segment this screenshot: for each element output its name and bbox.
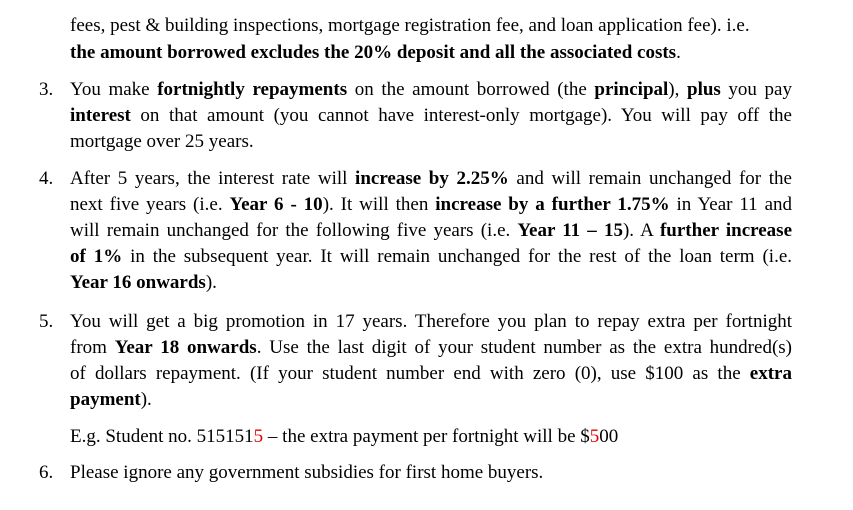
item4-line-2: next five years (i.e. Year 6 - 10). It will then increase by a further 1.75% in Year 11 and	[70, 194, 793, 215]
item3-number: 3.	[39, 79, 54, 100]
item4-line-5: Year 16 onwards).	[70, 272, 217, 293]
item5-line-3: of dollars repayment. (If your student number end with zero (0), use $100 as the extra	[70, 363, 792, 384]
item3-line-1: You make fortnightly repayments on the amount borrowed (the principal), plus you pay	[70, 79, 792, 100]
item4-number: 4.	[39, 168, 54, 189]
item6-number: 6.	[39, 462, 54, 483]
item2-bold-text: the amount borrowed excludes the 20% deposit and all the associated costs	[70, 42, 677, 63]
item5-line-4: payment).	[70, 389, 152, 410]
extra-payment-digit: 5	[589, 426, 600, 447]
item5-number: 5.	[39, 311, 54, 332]
item5-line-1: You will get a big promotion in 17 years. Therefore you plan to repay extra per fortnight	[70, 311, 792, 332]
item4-line-1: After 5 years, the interest rate will increase by 2.25% and will remain unchanged for the	[70, 168, 792, 189]
item5-line-2: from Year 18 onwards. Use the last digit of your student number as the extra hundred(s)	[70, 337, 792, 358]
item6-line-1: Please ignore any government subsidies for first home buyers.	[70, 462, 544, 483]
item2-line-2: the amount borrowed excludes the 20% deposit and all the associated costs.	[70, 42, 681, 63]
student-number-last-digit: 5	[253, 426, 264, 447]
item3-line-3: mortgage over 25 years.	[70, 131, 254, 152]
item4-line-4: of 1% in the subsequent year. It will remain unchanged for the rest of the loan term (i.e.	[70, 246, 792, 267]
item5-example: E.g. Student no. 5151515 – the extra payment per fortnight will be $500	[70, 426, 619, 447]
item2-line-1: fees, pest & building inspections, mortgage registration fee, and loan application fee). i.e.	[70, 15, 750, 36]
item4-line-3: will remain unchanged for the following five years (i.e. Year 11 – 15). A further increase	[70, 220, 793, 241]
item3-line-2: interest on that amount (you cannot have interest-only mortgage). You will pay off the	[70, 105, 792, 126]
